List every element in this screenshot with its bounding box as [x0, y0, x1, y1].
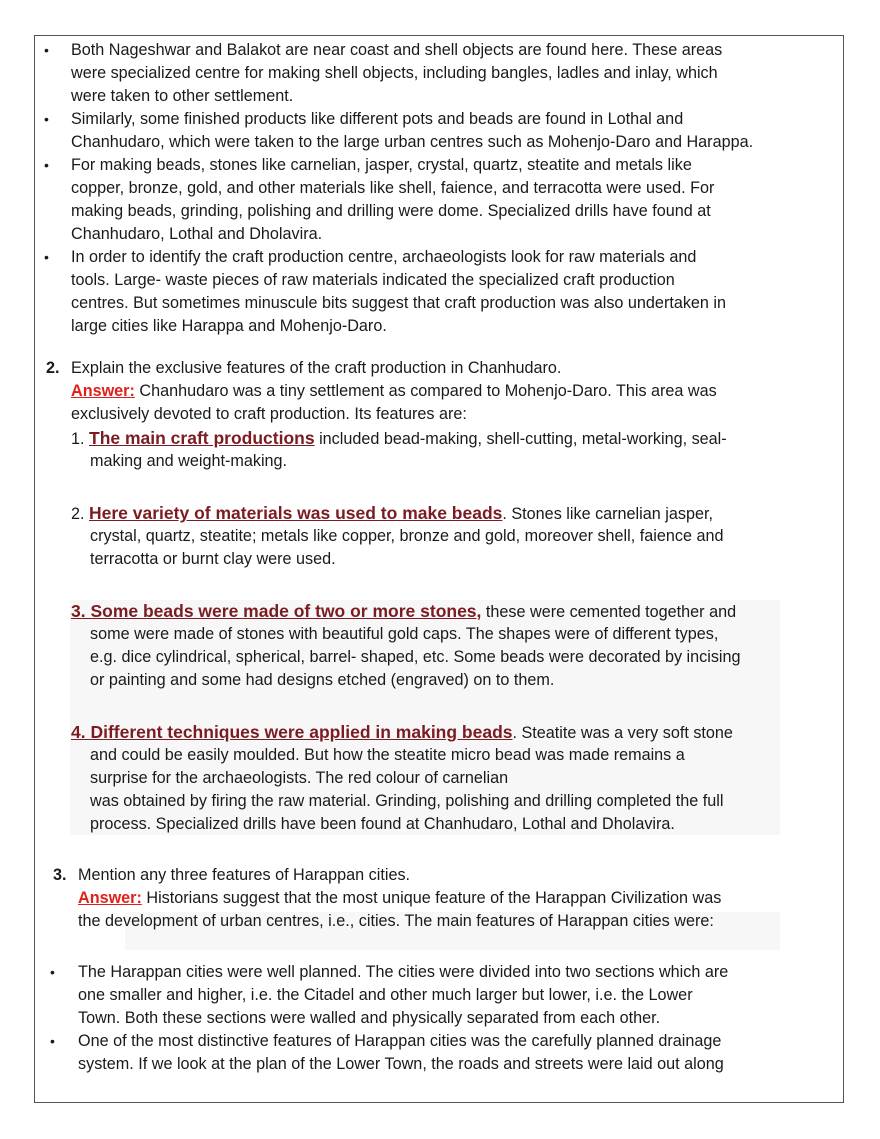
feature-heading: Here variety of materials was used to make beads: [89, 503, 503, 523]
list-item-line: One of the most distinctive features of Harappan cities was the carefully planned drainage: [78, 1032, 722, 1050]
bullet-icon: •: [50, 1033, 55, 1049]
item-prefix: 2.: [71, 505, 89, 523]
list-item-line: Town. Both these sections were walled and physically separated from each other.: [78, 1009, 661, 1027]
feature-line: some were made of stones with beautiful gold caps. The shapes were of different types,: [90, 625, 719, 643]
list-item-line: Chanhudaro, which were taken to the large urban centres such as Mohenjo-Daro and Harappa.: [71, 133, 754, 151]
list-item-line: large cities like Harappa and Mohenjo-Daro.: [71, 317, 387, 335]
list-item-line: centres. But sometimes minuscule bits suggest that craft production was also undertaken in: [71, 294, 727, 312]
list-item-line: system. If we look at the plan of the Lower Town, the roads and streets were laid out along: [78, 1055, 724, 1073]
list-item-line: In order to identify the craft production centre, archaeologists look for raw materials and: [71, 248, 697, 266]
answer-line: the development of urban centres, i.e., cities. The main features of Harappan cities were:: [78, 912, 714, 930]
bullet-icon: •: [44, 111, 49, 127]
list-item-line: one smaller and higher, i.e. the Citadel and other much larger but lower, i.e. the Lower: [78, 986, 693, 1004]
answer-text: Historians suggest that the most unique feature of the Harappan Civilization was: [141, 889, 722, 907]
answer-line: [71, 380, 717, 403]
answer-text: Chanhudaro was a tiny settlement as compared to Mohenjo-Daro. This area was: [134, 382, 717, 400]
list-item-line: For making beads, stones like carnelian, jasper, crystal, quartz, steatite and metals like: [71, 156, 692, 174]
feature-heading: The main craft productions: [89, 428, 315, 448]
bullet-icon: •: [50, 964, 55, 980]
list-item-line: copper, bronze, gold, and other materials like shell, faience, and terracotta were used. For: [71, 179, 715, 197]
feature-line: or painting and some had designs etched (engraved) on to them.: [90, 671, 555, 689]
bullet-icon: •: [44, 249, 49, 265]
feature-text: included bead-making, shell-cutting, metal-working, seal-: [314, 430, 727, 448]
feature-item: [71, 721, 733, 745]
list-item-line: making beads, grinding, polishing and drilling were dome. Specialized drills have found at: [71, 202, 711, 220]
feature-heading: 3. Some beads were made of two or more stones,: [71, 601, 482, 621]
answer-label: Answer:: [78, 889, 142, 907]
list-item-line: Similarly, some finished products like different pots and beads are found in Lothal and: [71, 110, 684, 128]
list-item-line: The Harappan cities were well planned. The cities were divided into two sections which are: [78, 963, 729, 981]
feature-line: terracotta or burnt clay were used.: [90, 550, 336, 568]
feature-line: e.g. dice cylindrical, spherical, barrel- shaped, etc. Some beads were decorated by incising: [90, 648, 741, 666]
feature-line: surprise for the archaeologists. The red colour of carnelian: [90, 769, 509, 787]
bullet-icon: •: [44, 157, 49, 173]
feature-line: crystal, quartz, steatite; metals like copper, bronze and gold, moreover shell, faience and: [90, 527, 724, 545]
question-number: 3.: [53, 866, 67, 884]
feature-line: and could be easily moulded. But how the steatite micro bead was made remains a: [90, 746, 685, 764]
feature-item: [71, 600, 736, 624]
feature-text: these were cemented together and: [481, 603, 737, 621]
list-item-line: tools. Large- waste pieces of raw materials indicated the specialized craft production: [71, 271, 675, 289]
list-item-line: Chanhudaro, Lothal and Dholavira.: [71, 225, 323, 243]
feature-text: . Steatite was a very soft stone: [512, 724, 733, 742]
feature-item: [71, 502, 713, 526]
question-text: Explain the exclusive features of the craft production in Chanhudaro.: [71, 359, 562, 377]
answer-line: [78, 887, 721, 910]
feature-line: making and weight-making.: [90, 452, 288, 470]
bullet-icon: •: [44, 42, 49, 58]
feature-text: . Stones like carnelian jasper,: [502, 505, 713, 523]
item-prefix: 1.: [71, 430, 89, 448]
question-number: 2.: [46, 359, 60, 377]
feature-heading: 4. Different techniques were applied in making beads: [71, 722, 513, 742]
list-item-line: were specialized centre for making shell objects, including bangles, ladles and inlay, which: [71, 64, 718, 82]
answer-label: Answer:: [71, 382, 135, 400]
feature-item: [71, 427, 727, 451]
list-item-line: were taken to other settlement.: [71, 87, 294, 105]
question-text: Mention any three features of Harappan cities.: [78, 866, 411, 884]
answer-line: exclusively devoted to craft production. Its features are:: [71, 405, 467, 423]
feature-line: process. Specialized drills have been found at Chanhudaro, Lothal and Dholavira.: [90, 815, 675, 833]
feature-line: was obtained by firing the raw material. Grinding, polishing and drilling completed the full: [90, 792, 724, 810]
list-item-line: Both Nageshwar and Balakot are near coast and shell objects are found here. These areas: [71, 41, 723, 59]
